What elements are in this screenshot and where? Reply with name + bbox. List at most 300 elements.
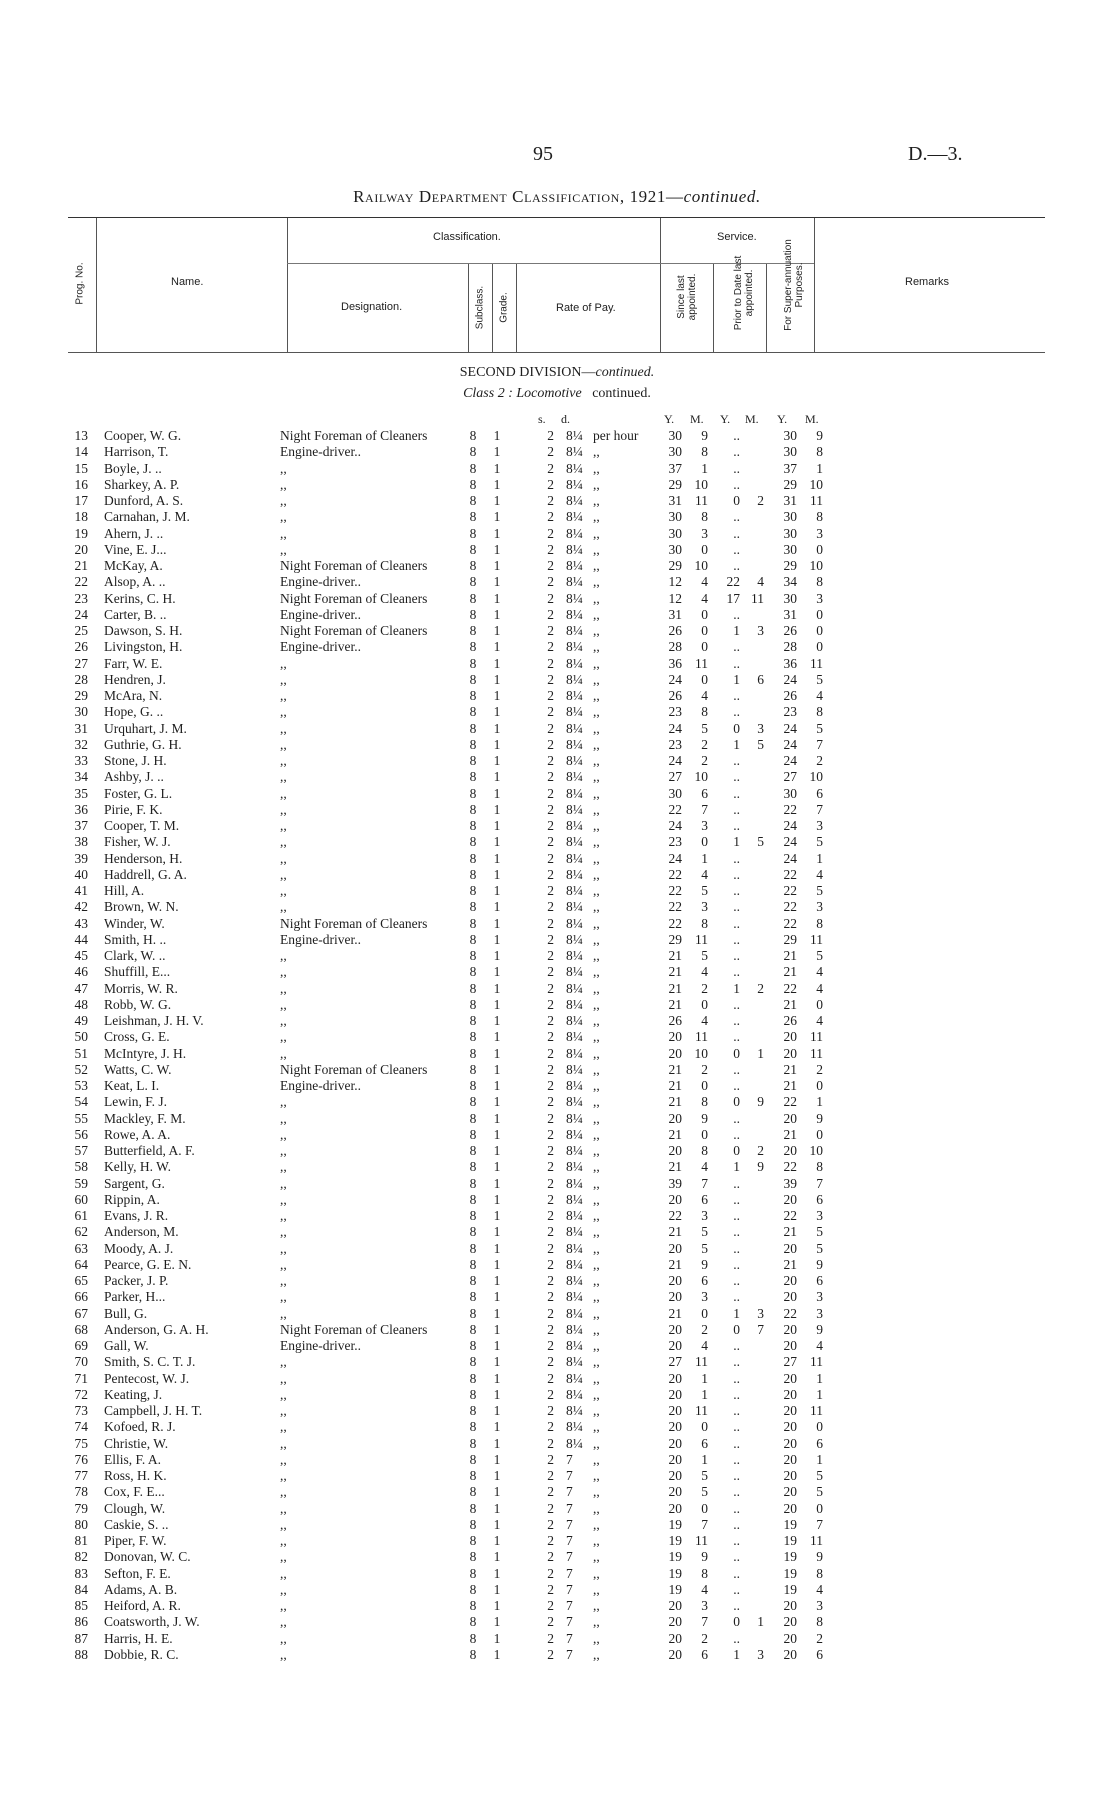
designation: ,,	[280, 1354, 287, 1370]
superannuation-years: 20	[783, 1419, 797, 1435]
table-row	[0, 948, 1114, 964]
pay-shillings: 2	[547, 1565, 554, 1581]
prior-years: ..	[733, 1484, 740, 1500]
pay-pence: 8¼	[566, 1403, 583, 1418]
prior-years: 0	[733, 720, 740, 736]
since-last-years: 20	[668, 1500, 682, 1516]
pay-shillings: 2	[547, 1305, 554, 1321]
table-row	[0, 786, 1114, 802]
pay-shillings: 2	[547, 623, 554, 638]
prior-years: ..	[733, 1289, 740, 1305]
pay-pence: 8¼	[566, 931, 583, 947]
pay-pence: 8¼	[566, 1110, 583, 1126]
prior-years: 1	[733, 1646, 740, 1662]
superannuation-months: 1	[816, 460, 823, 476]
prior-months: 3	[757, 623, 764, 638]
table-row	[0, 1143, 1114, 1159]
since-last-months: 2	[701, 736, 708, 752]
employee-name: Shuffill, E...	[104, 964, 171, 980]
designation: ,,	[280, 1110, 287, 1126]
pay-period: ,,	[593, 574, 600, 590]
designation: ,,	[280, 1484, 287, 1500]
subclass: 8	[469, 671, 477, 687]
unit-years-since: Y.	[664, 412, 675, 426]
employee-name: Sefton, F. E.	[104, 1565, 171, 1581]
superannuation-years: 24	[783, 671, 797, 687]
grade: 1	[493, 1500, 501, 1516]
since-last-years: 21	[668, 1305, 682, 1321]
since-last-years: 31	[668, 606, 682, 622]
prior-months: 3	[757, 1646, 764, 1662]
pay-pence: 7	[566, 1581, 573, 1597]
superannuation-years: 20	[783, 1191, 797, 1207]
designation: ,,	[280, 525, 287, 541]
pay-shillings: 2	[547, 590, 554, 606]
row-number: 80	[74, 1516, 88, 1532]
superannuation-months: 8	[816, 509, 823, 525]
pay-shillings: 2	[547, 541, 554, 557]
superannuation-years: 19	[783, 1581, 797, 1597]
pay-period: ,,	[593, 1094, 600, 1110]
since-last-months: 11	[695, 1533, 708, 1548]
prior-years: ..	[733, 606, 740, 622]
since-last-years: 20	[668, 1240, 682, 1256]
superannuation-months: 11	[810, 1533, 823, 1548]
designation: ,,	[280, 1614, 287, 1630]
subclass: 8	[469, 801, 477, 817]
designation: ,,	[280, 541, 287, 557]
grade: 1	[493, 1403, 501, 1418]
prior-months: 1	[757, 1045, 764, 1061]
subclass: 8	[469, 1256, 477, 1272]
superannuation-years: 20	[783, 1143, 797, 1158]
since-last-months: 0	[701, 606, 708, 622]
pay-pence: 8¼	[566, 818, 583, 833]
prior-years: ..	[733, 964, 740, 980]
superannuation-years: 20	[783, 1614, 797, 1630]
subclass: 8	[469, 720, 477, 736]
since-last-months: 8	[701, 704, 708, 720]
row-number: 38	[74, 834, 88, 850]
grade: 1	[493, 1386, 501, 1402]
table-row	[0, 1192, 1114, 1208]
superannuation-years: 21	[783, 1061, 797, 1077]
prior-months: 1	[757, 1614, 764, 1630]
pay-pence: 8¼	[566, 736, 583, 752]
since-last-months: 8	[701, 444, 708, 460]
pay-period: per hour	[593, 428, 639, 443]
pay-shillings: 2	[547, 980, 554, 996]
subclass: 8	[469, 1581, 477, 1597]
table-row	[0, 1484, 1114, 1500]
pay-period: ,,	[593, 850, 600, 866]
row-number: 29	[74, 688, 88, 703]
table-header	[68, 217, 1045, 353]
grade: 1	[493, 931, 501, 947]
since-last-months: 5	[701, 1468, 708, 1483]
grade: 1	[493, 818, 501, 833]
since-last-months: 6	[701, 1191, 708, 1207]
pay-shillings: 2	[547, 1468, 554, 1483]
prior-years: ..	[733, 866, 740, 882]
prior-years: ..	[733, 769, 740, 785]
subclass: 8	[469, 1435, 477, 1451]
pay-period: ,,	[593, 525, 600, 541]
since-last-years: 21	[668, 1224, 682, 1240]
grade: 1	[493, 801, 501, 817]
subclass: 8	[469, 444, 477, 460]
employee-name: Coatsworth, J. W.	[104, 1614, 200, 1630]
subclass: 8	[469, 1468, 477, 1483]
since-last-years: 20	[668, 1273, 682, 1288]
pay-pence: 8¼	[566, 655, 583, 671]
row-number: 75	[74, 1435, 88, 1451]
since-last-years: 20	[668, 1370, 682, 1386]
header-name: Name.	[171, 276, 204, 288]
pay-pence: 8¼	[566, 1143, 583, 1158]
row-number: 61	[74, 1208, 88, 1223]
superannuation-years: 19	[783, 1516, 797, 1532]
since-last-months: 4	[701, 964, 708, 980]
pay-period: ,,	[593, 1143, 600, 1158]
superannuation-years: 22	[783, 801, 797, 817]
designation: Night Foreman of Cleaners	[280, 1321, 428, 1337]
pay-period: ,,	[593, 639, 600, 655]
grade: 1	[493, 753, 501, 768]
row-number: 56	[74, 1126, 88, 1142]
superannuation-years: 22	[783, 1159, 797, 1175]
pay-pence: 8¼	[566, 785, 583, 801]
subclass: 8	[469, 493, 477, 508]
designation: ,,	[280, 655, 287, 671]
pay-pence: 8¼	[566, 1126, 583, 1142]
prior-months: 3	[757, 720, 764, 736]
row-number: 43	[74, 915, 88, 931]
designation: Night Foreman of Cleaners	[280, 558, 428, 573]
table-row	[0, 753, 1114, 769]
table-row	[0, 1273, 1114, 1289]
prior-years: 0	[733, 1321, 740, 1337]
designation: ,,	[280, 1013, 287, 1028]
prior-years: ..	[733, 639, 740, 655]
row-number: 74	[74, 1419, 88, 1435]
grade: 1	[493, 1354, 501, 1370]
prior-years: ..	[733, 1533, 740, 1548]
header-superannuation: For Super-annuation Purposes.	[783, 239, 805, 331]
designation: Engine-driver..	[280, 444, 361, 460]
pay-pence: 8¼	[566, 558, 583, 573]
pay-pence: 8¼	[566, 866, 583, 882]
pay-period: ,,	[593, 818, 600, 833]
since-last-months: 4	[701, 1013, 708, 1028]
row-number: 79	[74, 1500, 88, 1516]
designation: ,,	[280, 1386, 287, 1402]
since-last-years: 20	[668, 1143, 682, 1158]
superannuation-years: 20	[783, 1273, 797, 1288]
pay-period: ,,	[593, 1403, 600, 1418]
pay-shillings: 2	[547, 1240, 554, 1256]
table-row	[0, 1208, 1114, 1224]
prior-years: 1	[733, 834, 740, 850]
row-number: 54	[74, 1094, 88, 1110]
employee-name: Caskie, S. ..	[104, 1516, 169, 1532]
prior-years: ..	[733, 785, 740, 801]
employee-name: Ellis, F. A.	[104, 1451, 162, 1467]
pay-pence: 8¼	[566, 948, 583, 963]
grade: 1	[493, 915, 501, 931]
pay-pence: 8¼	[566, 964, 583, 980]
pay-pence: 8¼	[566, 688, 583, 703]
superannuation-months: 4	[816, 688, 823, 703]
superannuation-years: 19	[783, 1565, 797, 1581]
pay-shillings: 2	[547, 1029, 554, 1045]
table-row	[0, 1078, 1114, 1094]
pay-period: ,,	[593, 1484, 600, 1500]
unit-months-prior: M.	[745, 412, 759, 426]
prior-months: 2	[757, 980, 764, 996]
prior-years: ..	[733, 1598, 740, 1613]
subclass: 8	[469, 590, 477, 606]
designation: ,,	[280, 1289, 287, 1305]
pay-pence: 8¼	[566, 1061, 583, 1077]
designation: Engine-driver..	[280, 1078, 361, 1093]
employee-name: Clough, W.	[104, 1500, 166, 1516]
superannuation-months: 3	[816, 1208, 823, 1223]
table-row	[0, 867, 1114, 883]
superannuation-months: 9	[816, 1321, 823, 1337]
since-last-years: 24	[668, 850, 682, 866]
pay-pence: 8¼	[566, 1175, 583, 1191]
grade: 1	[493, 1240, 501, 1256]
pay-pence: 8¼	[566, 444, 583, 460]
subclass: 8	[469, 460, 477, 476]
header-service: Service.	[717, 231, 757, 243]
designation: ,,	[280, 834, 287, 850]
grade: 1	[493, 964, 501, 980]
designation: Engine-driver..	[280, 639, 361, 655]
since-last-years: 20	[668, 1191, 682, 1207]
designation: ,,	[280, 899, 287, 915]
pay-period: ,,	[593, 769, 600, 785]
since-last-years: 21	[668, 980, 682, 996]
since-last-months: 8	[701, 1565, 708, 1581]
since-last-years: 21	[668, 1061, 682, 1077]
grade: 1	[493, 428, 501, 443]
since-last-years: 20	[668, 1403, 682, 1418]
pay-pence: 8¼	[566, 1224, 583, 1240]
employee-name: Carter, B. ..	[104, 606, 167, 622]
since-last-years: 21	[668, 1094, 682, 1110]
table-row	[0, 623, 1114, 639]
grade: 1	[493, 996, 501, 1012]
column-divider	[814, 218, 815, 352]
since-last-months: 4	[701, 1338, 708, 1353]
pay-pence: 8¼	[566, 801, 583, 817]
header-rate-of-pay: Rate of Pay.	[556, 302, 616, 314]
prior-years: ..	[733, 476, 740, 492]
prior-months: 11	[751, 590, 764, 606]
superannuation-years: 26	[783, 688, 797, 703]
employee-name: Ashby, J. ..	[104, 769, 164, 785]
table-row	[0, 526, 1114, 542]
prior-months: 5	[757, 736, 764, 752]
pay-shillings: 2	[547, 1143, 554, 1158]
employee-name: Haddrell, G. A.	[104, 866, 187, 882]
since-last-years: 21	[668, 1159, 682, 1175]
table-row	[0, 558, 1114, 574]
pay-pence: 8¼	[566, 1338, 583, 1353]
subclass: 8	[469, 623, 477, 638]
grade: 1	[493, 1435, 501, 1451]
row-number: 51	[74, 1045, 88, 1061]
pay-pence: 8¼	[566, 1386, 583, 1402]
table-row	[0, 1436, 1114, 1452]
pay-period: ,,	[593, 1338, 600, 1353]
since-last-years: 21	[668, 1078, 682, 1093]
superannuation-years: 20	[783, 1484, 797, 1500]
grade: 1	[493, 1191, 501, 1207]
grade: 1	[493, 460, 501, 476]
grade: 1	[493, 493, 501, 508]
unit-shillings: s.	[538, 412, 546, 426]
superannuation-years: 34	[783, 574, 797, 590]
unit-months-since: M.	[690, 412, 704, 426]
superannuation-months: 10	[809, 476, 823, 492]
superannuation-months: 2	[816, 753, 823, 768]
employee-name: Smith, S. C. T. J.	[104, 1354, 196, 1370]
employee-name: Adams, A. B.	[104, 1581, 178, 1597]
prior-years: ..	[733, 655, 740, 671]
row-number: 41	[74, 883, 88, 898]
pay-pence: 8¼	[566, 671, 583, 687]
pay-pence: 8¼	[566, 753, 583, 768]
superannuation-years: 22	[783, 866, 797, 882]
pay-period: ,,	[593, 1370, 600, 1386]
prior-months: 4	[757, 574, 764, 590]
table-row	[0, 1354, 1114, 1370]
employee-name: Packer, J. P.	[104, 1273, 169, 1288]
employee-name: Robb, W. G.	[104, 996, 172, 1012]
pay-shillings: 2	[547, 606, 554, 622]
grade: 1	[493, 980, 501, 996]
superannuation-months: 9	[816, 1110, 823, 1126]
pay-period: ,,	[593, 931, 600, 947]
grade: 1	[493, 1175, 501, 1191]
table-row	[0, 1111, 1114, 1127]
row-number: 36	[74, 801, 88, 817]
designation: ,,	[280, 1126, 287, 1142]
since-last-years: 30	[668, 509, 682, 525]
since-last-years: 30	[668, 525, 682, 541]
pay-pence: 7	[566, 1451, 573, 1467]
since-last-months: 11	[695, 493, 708, 508]
pay-pence: 8¼	[566, 1289, 583, 1305]
prior-years: ..	[733, 1370, 740, 1386]
pay-shillings: 2	[547, 1094, 554, 1110]
pay-period: ,,	[593, 590, 600, 606]
grade: 1	[493, 1045, 501, 1061]
table-row	[0, 1322, 1114, 1338]
since-last-months: 0	[701, 1419, 708, 1435]
subclass: 8	[469, 541, 477, 557]
grade: 1	[493, 1581, 501, 1597]
pay-shillings: 2	[547, 1013, 554, 1028]
pay-shillings: 2	[547, 1419, 554, 1435]
superannuation-months: 5	[816, 1240, 823, 1256]
unit-years-super: Y.	[777, 412, 788, 426]
subclass: 8	[469, 1029, 477, 1045]
since-last-months: 3	[701, 1598, 708, 1613]
employee-name: Henderson, H.	[104, 850, 183, 866]
designation: ,,	[280, 1451, 287, 1467]
pay-period: ,,	[593, 1273, 600, 1288]
table-row	[0, 1533, 1114, 1549]
since-last-years: 27	[668, 769, 682, 785]
prior-years: ..	[733, 1175, 740, 1191]
since-last-years: 20	[668, 1646, 682, 1662]
superannuation-months: 11	[810, 1403, 823, 1418]
row-number: 59	[74, 1175, 88, 1191]
table-row	[0, 1631, 1114, 1647]
since-last-months: 11	[695, 1403, 708, 1418]
since-last-years: 26	[668, 688, 682, 703]
pay-period: ,,	[593, 1061, 600, 1077]
prior-years: ..	[733, 1110, 740, 1126]
pay-period: ,,	[593, 801, 600, 817]
pay-shillings: 2	[547, 688, 554, 703]
row-number: 28	[74, 671, 88, 687]
subclass: 8	[469, 1321, 477, 1337]
pay-period: ,,	[593, 1159, 600, 1175]
table-row	[0, 1371, 1114, 1387]
superannuation-months: 2	[816, 1630, 823, 1646]
grade: 1	[493, 1338, 501, 1353]
document-reference: D.—3.	[908, 143, 963, 165]
prior-years: ..	[733, 883, 740, 898]
employee-name: Anderson, G. A. H.	[104, 1321, 209, 1337]
grade: 1	[493, 948, 501, 963]
header-subclass: Subclass.	[474, 285, 486, 330]
superannuation-months: 5	[816, 834, 823, 850]
row-number: 87	[74, 1630, 88, 1646]
pay-shillings: 2	[547, 525, 554, 541]
subclass: 8	[469, 1354, 477, 1370]
subclass: 8	[469, 558, 477, 573]
since-last-years: 21	[668, 1126, 682, 1142]
prior-years: ..	[733, 1061, 740, 1077]
pay-pence: 7	[566, 1614, 573, 1630]
grade: 1	[493, 1614, 501, 1630]
subclass: 8	[469, 704, 477, 720]
since-last-years: 29	[668, 476, 682, 492]
pay-period: ,,	[593, 1468, 600, 1483]
designation: ,,	[280, 1305, 287, 1321]
pay-shillings: 2	[547, 1126, 554, 1142]
subclass: 8	[469, 818, 477, 833]
pay-pence: 8¼	[566, 834, 583, 850]
superannuation-months: 4	[816, 1013, 823, 1028]
pay-pence: 8¼	[566, 525, 583, 541]
since-last-months: 3	[701, 899, 708, 915]
row-number: 33	[74, 753, 88, 768]
designation: ,,	[280, 460, 287, 476]
superannuation-months: 9	[816, 428, 823, 443]
pay-pence: 8¼	[566, 1435, 583, 1451]
superannuation-years: 20	[783, 1451, 797, 1467]
pay-shillings: 2	[547, 1256, 554, 1272]
pay-period: ,,	[593, 1500, 600, 1516]
table-row	[0, 542, 1114, 558]
